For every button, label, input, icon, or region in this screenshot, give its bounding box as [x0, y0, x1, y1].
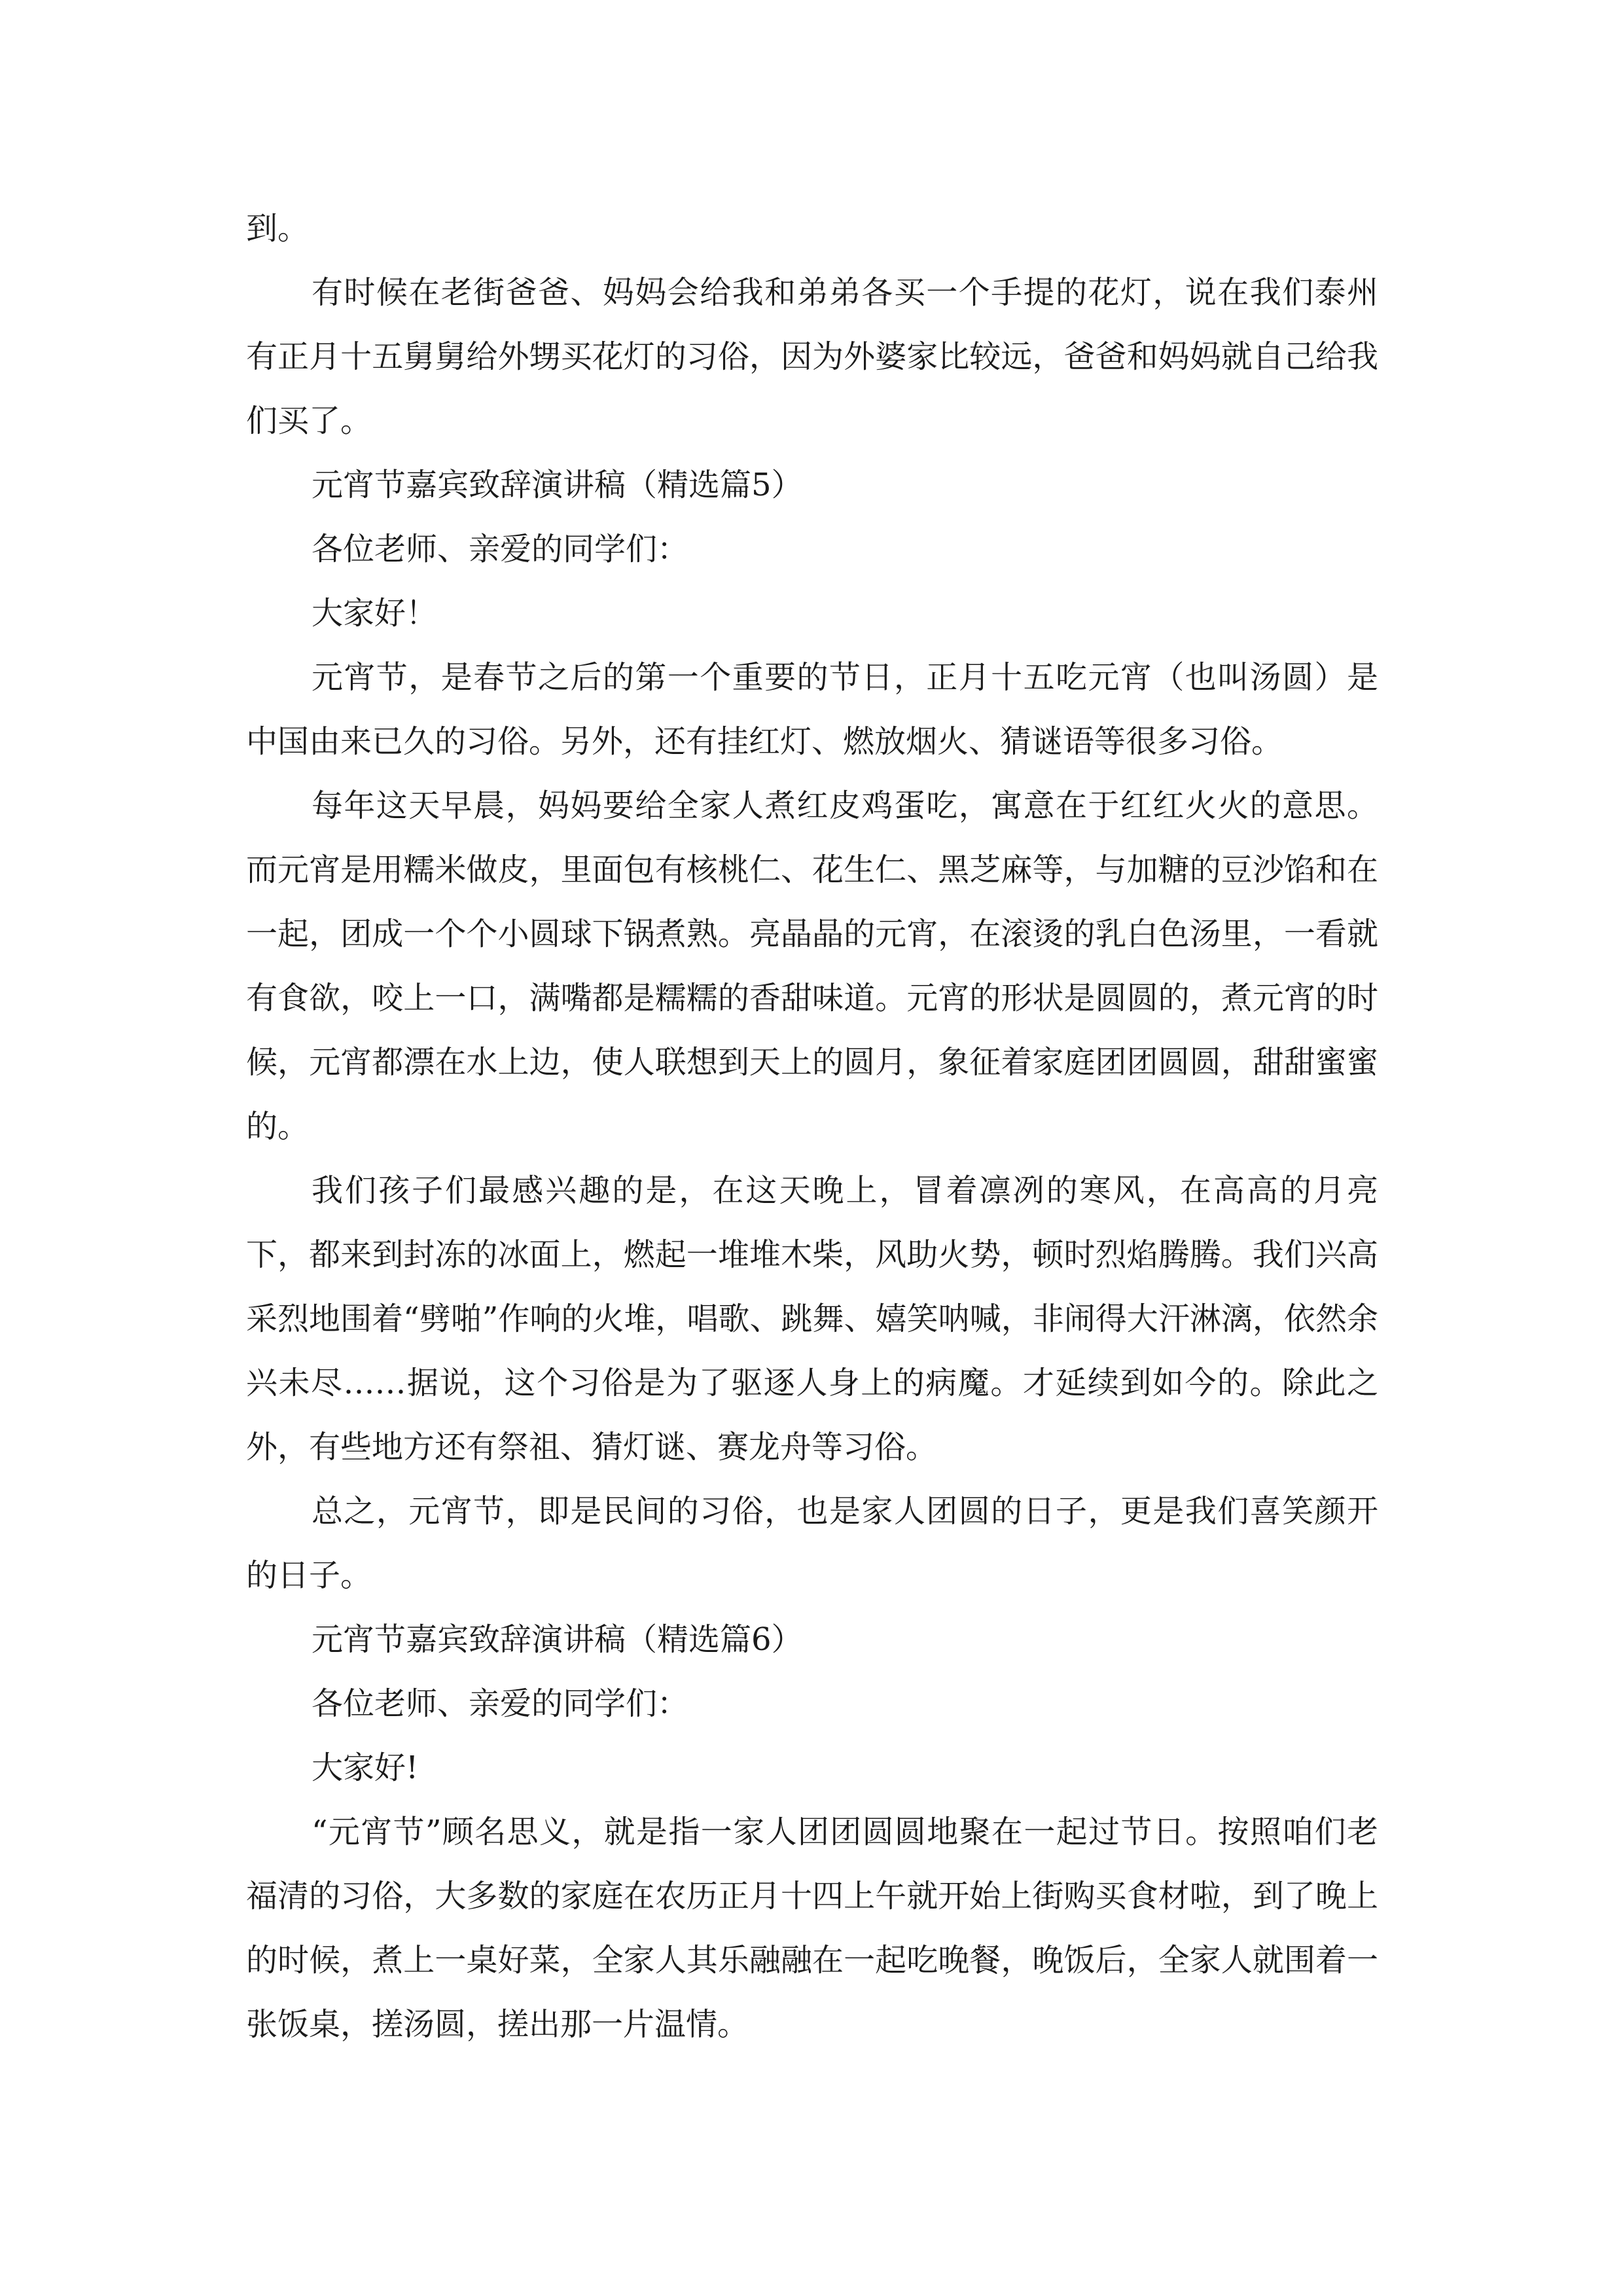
- section-heading: 元宵节嘉宾致辞演讲稿（精选篇6）: [312, 1621, 803, 1658]
- paragraph: 每年这天早晨，妈妈要给全家人煮红皮鸡蛋吃，寓意在于红红火火的意思。而元宵是用糯米做皮，里面包有核桃仁、花生仁、黑芝麻等，与加糖的豆沙馅和在一起，团成一个个小圆球下锅煮熟。亮晶晶的元宵，在滚烫的乳白色汤里，一看就有食欲，咬上一口，满嘴都是糯糯的香甜味道。元宵的形状是圆圆的，煮元宵的时候，元宵都漂在水上边，使人联想到天上的圆月，象征着家庭团团圆圆，甜甜蜜蜜的。: [246, 787, 1378, 1145]
- paragraph-continuation: 到。: [246, 210, 310, 247]
- section-heading: 元宵节嘉宾致辞演讲稿（精选篇5）: [312, 467, 803, 503]
- paragraph: 总之，元宵节，即是民间的习俗，也是家人团圆的日子，更是我们喜笑颜开的日子。: [246, 1493, 1378, 1594]
- salutation: 各位老师、亲爱的同学们：: [312, 531, 689, 567]
- salutation: 各位老师、亲爱的同学们：: [312, 1685, 689, 1722]
- paragraph: “元宵节”顾名思义，就是指一家人团团圆圆地聚在一起过节日。按照咱们老福清的习俗，大多数的家庭在农历正月十四上午就开始上街购买食材啦，到了晚上的时候，煮上一桌好菜，全家人其乐融融在一起吃晚餐，晚饭后，全家人就围着一张饭桌，搓汤圆，搓出那一片温情。: [246, 1814, 1378, 2043]
- paragraph: 元宵节，是春节之后的第一个重要的节日，正月十五吃元宵（也叫汤圆）是中国由来已久的习俗。另外，还有挂红灯、燃放烟火、猜谜语等很多习俗。: [246, 659, 1378, 760]
- paragraph: 有时候在老街爸爸、妈妈会给我和弟弟各买一个手提的花灯，说在我们泰州有正月十五舅舅给外甥买花灯的习俗，因为外婆家比较远，爸爸和妈妈就自己给我们买了。: [246, 274, 1378, 439]
- paragraph: 我们孩子们最感兴趣的是，在这天晚上，冒着凛冽的寒风，在高高的月亮下，都来到封冻的冰面上，燃起一堆堆木柴，风助火势，顿时烈焰腾腾。我们兴高采烈地围着“劈啪”作响的火堆，唱歌、跳舞、嬉笑呐喊，非闹得大汗淋漓，依然余兴未尽……据说，这个习俗是为了驱逐人身上的病魔。才延续到如今的。除此之外，有些地方还有祭祖、猜灯谜、赛龙舟等习俗。: [246, 1172, 1378, 1465]
- greeting: 大家好！: [312, 595, 438, 632]
- document-body: [246, 196, 1378, 2056]
- greeting: 大家好!: [312, 1749, 419, 1786]
